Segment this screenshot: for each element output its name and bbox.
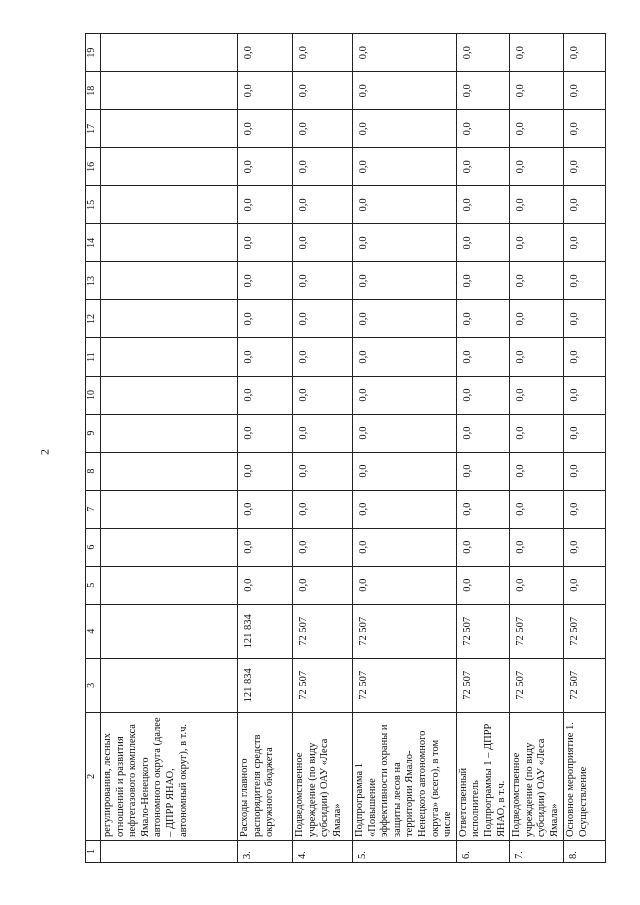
value-cell: 0,0 xyxy=(238,262,293,300)
value-cell: 0,0 xyxy=(293,148,353,186)
value-cell: 0,0 xyxy=(238,186,293,224)
table-row xyxy=(293,34,353,863)
column-header: 3 xyxy=(86,658,101,712)
table-row xyxy=(101,34,238,863)
value-cell: 0,0 xyxy=(564,148,606,186)
table-row xyxy=(353,34,457,863)
table-row xyxy=(564,34,606,863)
column-header: 5 xyxy=(86,566,101,604)
value-cell: 0,0 xyxy=(564,34,606,72)
value-cell: 0,0 xyxy=(564,186,606,224)
value-cell: 72 507 xyxy=(456,604,509,658)
value-cell: 0,0 xyxy=(456,338,509,376)
value-cell: 0,0 xyxy=(353,300,457,338)
value-cell: 0,0 xyxy=(456,262,509,300)
value-cell: 0,0 xyxy=(353,528,457,566)
value-cell: 0,0 xyxy=(456,300,509,338)
row-index xyxy=(101,840,238,862)
value-cell: 0,0 xyxy=(510,72,564,110)
value-cell xyxy=(101,338,238,376)
column-header: 11 xyxy=(86,338,101,376)
row-index: 8. xyxy=(564,840,606,862)
value-cell: 0,0 xyxy=(456,110,509,148)
header-row xyxy=(86,34,101,863)
row-index: 3. xyxy=(238,840,293,862)
value-cell: 0,0 xyxy=(510,262,564,300)
value-cell: 0,0 xyxy=(353,414,457,452)
column-header: 14 xyxy=(86,224,101,262)
value-cell: 121 834 xyxy=(238,658,293,712)
budget-table xyxy=(85,33,606,863)
value-cell: 0,0 xyxy=(510,566,564,604)
value-cell: 0,0 xyxy=(238,34,293,72)
value-cell: 0,0 xyxy=(238,566,293,604)
value-cell: 0,0 xyxy=(293,376,353,414)
value-cell: 72 507 xyxy=(510,658,564,712)
value-cell xyxy=(101,528,238,566)
row-name: Основное мероприятие 1. Осуществление xyxy=(564,712,606,840)
value-cell xyxy=(101,224,238,262)
value-cell: 0,0 xyxy=(353,110,457,148)
column-header: 10 xyxy=(86,376,101,414)
value-cell: 0,0 xyxy=(238,72,293,110)
value-cell: 0,0 xyxy=(293,490,353,528)
value-cell: 0,0 xyxy=(510,452,564,490)
value-cell: 0,0 xyxy=(456,72,509,110)
column-header: 8 xyxy=(86,452,101,490)
value-cell: 0,0 xyxy=(510,414,564,452)
value-cell: 0,0 xyxy=(293,34,353,72)
value-cell xyxy=(101,72,238,110)
row-index: 7. xyxy=(510,840,564,862)
value-cell: 0,0 xyxy=(293,262,353,300)
value-cell: 0,0 xyxy=(564,110,606,148)
column-header: 16 xyxy=(86,148,101,186)
value-cell: 0,0 xyxy=(456,414,509,452)
table-row xyxy=(510,34,564,863)
value-cell: 72 507 xyxy=(293,604,353,658)
value-cell: 0,0 xyxy=(564,376,606,414)
row-index: 5. xyxy=(353,840,457,862)
column-header: 6 xyxy=(86,528,101,566)
value-cell xyxy=(101,262,238,300)
value-cell: 0,0 xyxy=(353,338,457,376)
value-cell: 0,0 xyxy=(456,148,509,186)
value-cell: 0,0 xyxy=(456,528,509,566)
value-cell: 0,0 xyxy=(456,224,509,262)
value-cell: 0,0 xyxy=(353,34,457,72)
value-cell: 0,0 xyxy=(353,376,457,414)
row-name: Подведомственное учреждение (по виду субсидии) ОАУ «Леса Ямала» xyxy=(293,712,353,840)
value-cell xyxy=(101,34,238,72)
value-cell: 72 507 xyxy=(456,658,509,712)
table-row xyxy=(238,34,293,863)
row-name: Подведомственное учреждение (по виду субсидии) ОАУ «Леса Ямала» xyxy=(510,712,564,840)
value-cell: 0,0 xyxy=(353,224,457,262)
value-cell: 0,0 xyxy=(456,376,509,414)
value-cell: 0,0 xyxy=(293,414,353,452)
table-row xyxy=(456,34,509,863)
value-cell: 0,0 xyxy=(293,72,353,110)
row-name: регулирования, лесных отношений и развития нефтегазового комплекса Ямало-Ненецкого автономного округа (далее – ДПРР ЯНАО, автономный округ), в т.ч. xyxy=(101,712,238,840)
value-cell: 0,0 xyxy=(353,148,457,186)
value-cell: 0,0 xyxy=(293,110,353,148)
column-header: 18 xyxy=(86,72,101,110)
value-cell: 0,0 xyxy=(510,110,564,148)
value-cell: 0,0 xyxy=(238,110,293,148)
value-cell: 0,0 xyxy=(353,186,457,224)
column-header: 2 xyxy=(86,712,101,840)
column-header: 15 xyxy=(86,186,101,224)
value-cell: 72 507 xyxy=(564,604,606,658)
row-name: Расходы главного распорядителя средств окружного бюджета xyxy=(238,712,293,840)
value-cell xyxy=(101,186,238,224)
value-cell: 0,0 xyxy=(293,338,353,376)
table-header xyxy=(86,34,101,863)
value-cell: 0,0 xyxy=(238,414,293,452)
value-cell: 0,0 xyxy=(564,528,606,566)
value-cell: 72 507 xyxy=(510,604,564,658)
column-header: 13 xyxy=(86,262,101,300)
value-cell: 0,0 xyxy=(564,452,606,490)
value-cell: 0,0 xyxy=(564,414,606,452)
value-cell: 0,0 xyxy=(238,528,293,566)
value-cell: 0,0 xyxy=(353,452,457,490)
column-header: 17 xyxy=(86,110,101,148)
value-cell: 0,0 xyxy=(456,566,509,604)
value-cell: 0,0 xyxy=(293,566,353,604)
value-cell: 0,0 xyxy=(564,490,606,528)
column-header: 9 xyxy=(86,414,101,452)
value-cell: 0,0 xyxy=(293,452,353,490)
value-cell: 0,0 xyxy=(510,338,564,376)
value-cell: 0,0 xyxy=(456,186,509,224)
value-cell: 72 507 xyxy=(564,658,606,712)
value-cell: 0,0 xyxy=(510,34,564,72)
value-cell: 0,0 xyxy=(353,262,457,300)
value-cell: 0,0 xyxy=(456,452,509,490)
value-cell: 0,0 xyxy=(564,224,606,262)
column-header: 4 xyxy=(86,604,101,658)
value-cell: 0,0 xyxy=(510,224,564,262)
value-cell xyxy=(101,604,238,658)
value-cell: 0,0 xyxy=(293,186,353,224)
value-cell: 0,0 xyxy=(564,338,606,376)
value-cell xyxy=(101,452,238,490)
column-header: 19 xyxy=(86,34,101,72)
value-cell: 0,0 xyxy=(238,490,293,528)
value-cell: 0,0 xyxy=(238,148,293,186)
value-cell: 0,0 xyxy=(564,300,606,338)
value-cell: 0,0 xyxy=(564,262,606,300)
value-cell: 0,0 xyxy=(564,566,606,604)
value-cell: 0,0 xyxy=(510,148,564,186)
value-cell: 0,0 xyxy=(353,566,457,604)
rotated-budget-table-container xyxy=(85,33,621,863)
row-index: 4. xyxy=(293,840,353,862)
value-cell xyxy=(101,148,238,186)
value-cell: 0,0 xyxy=(564,72,606,110)
value-cell: 0,0 xyxy=(238,338,293,376)
value-cell xyxy=(101,300,238,338)
value-cell: 0,0 xyxy=(353,72,457,110)
column-header: 7 xyxy=(86,490,101,528)
page-number: 2 xyxy=(37,449,52,455)
value-cell: 0,0 xyxy=(456,490,509,528)
row-name: Подпрограмма 1 «Повышение эффективности охраны и защиты лесов на территории Ямало-Ненецкого автономного округа» (всего), в том числе xyxy=(353,712,457,840)
value-cell: 0,0 xyxy=(456,34,509,72)
value-cell xyxy=(101,110,238,148)
value-cell: 0,0 xyxy=(238,224,293,262)
value-cell xyxy=(101,414,238,452)
value-cell: 0,0 xyxy=(293,528,353,566)
value-cell: 0,0 xyxy=(510,490,564,528)
value-cell: 72 507 xyxy=(293,658,353,712)
value-cell: 121 834 xyxy=(238,604,293,658)
value-cell: 0,0 xyxy=(238,376,293,414)
value-cell xyxy=(101,376,238,414)
value-cell xyxy=(101,566,238,604)
value-cell: 72 507 xyxy=(353,658,457,712)
value-cell: 72 507 xyxy=(353,604,457,658)
value-cell xyxy=(101,658,238,712)
table-body xyxy=(101,34,606,863)
value-cell: 0,0 xyxy=(293,300,353,338)
value-cell: 0,0 xyxy=(510,376,564,414)
value-cell: 0,0 xyxy=(510,186,564,224)
value-cell: 0,0 xyxy=(510,300,564,338)
row-name: Ответственный исполнитель Подпрограммы 1 – ДПРР ЯНАО, в т.ч. xyxy=(456,712,509,840)
value-cell: 0,0 xyxy=(353,490,457,528)
value-cell: 0,0 xyxy=(238,300,293,338)
value-cell: 0,0 xyxy=(238,452,293,490)
value-cell: 0,0 xyxy=(510,528,564,566)
value-cell xyxy=(101,490,238,528)
column-header: 12 xyxy=(86,300,101,338)
row-index: 6. xyxy=(456,840,509,862)
value-cell: 0,0 xyxy=(293,224,353,262)
column-header: 1 xyxy=(86,840,101,862)
